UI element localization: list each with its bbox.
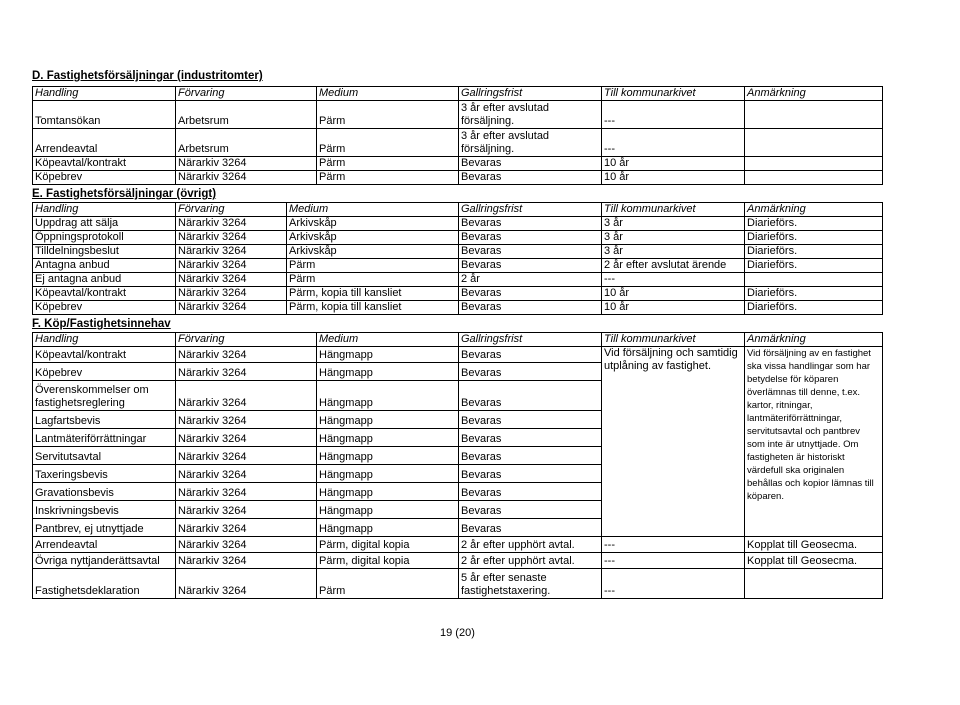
- cell-gallringsfrist: Bevaras: [459, 347, 602, 363]
- section-e-table: [32, 202, 883, 315]
- page-number: 19 (20): [440, 627, 475, 639]
- cell-handling: Servitutsavtal: [33, 447, 176, 465]
- header-handling: Handling: [33, 87, 176, 101]
- cell-forvaring: Närarkiv 3264: [176, 245, 287, 259]
- header-handling: Handling: [33, 333, 176, 347]
- cell-medium: Hängmapp: [317, 411, 459, 429]
- cell-medium: Arkivskåp: [287, 231, 459, 245]
- cell-handling: Antagna anbud: [33, 259, 176, 273]
- cell-medium: Hängmapp: [317, 381, 459, 411]
- cell-handling: Köpeavtal/kontrakt: [33, 347, 176, 363]
- cell-handling: Gravationsbevis: [33, 483, 176, 501]
- table-row: [33, 129, 883, 157]
- cell-gallringsfrist: 2 år efter upphört avtal.: [459, 537, 602, 553]
- section-e-title: E. Fastighetsförsäljningar (övrigt): [32, 188, 217, 200]
- cell-forvaring: Närarkiv 3264: [176, 553, 317, 569]
- cell-handling: Köpebrev: [33, 171, 176, 185]
- cell-medium: Pärm: [317, 129, 459, 157]
- header-kommunarkivet: Till kommunarkivet: [602, 203, 745, 217]
- header-gallringsfrist: Gallringsfrist: [459, 203, 602, 217]
- merged-anmarkning-note: Vid försäljning av en fastighet ska vissa handlingar som har betydelse för köparen överlämnas till denne, t.ex. kartor, ritningar, lantmäteriförrättningar, servitutsavtal och pantbrev som inte är utnyttjade. Om fastigheten är historiskt värdefull ska originalen behållas och kopior lämnas till köparen.: [745, 347, 883, 537]
- cell-anmarkning: [745, 157, 883, 171]
- cell-kommunarkivet: ---: [602, 569, 745, 599]
- cell-forvaring: Närarkiv 3264: [176, 259, 287, 273]
- cell-gallringsfrist: 2 år efter upphört avtal.: [459, 553, 602, 569]
- merged-kommunarkivet-note: Vid försäljning och samtidig utplåning av fastighet.: [602, 347, 745, 537]
- cell-handling: Köpeavtal/kontrakt: [33, 287, 176, 301]
- cell-gallringsfrist: Bevaras: [459, 483, 602, 501]
- cell-anmarkning: [745, 129, 883, 157]
- cell-forvaring: Närarkiv 3264: [176, 501, 317, 519]
- cell-gallringsfrist: Bevaras: [459, 231, 602, 245]
- section-d-table: [32, 86, 883, 185]
- cell-medium: Arkivskåp: [287, 245, 459, 259]
- cell-anmarkning: Diarieförs.: [745, 287, 883, 301]
- header-medium: Medium: [317, 333, 459, 347]
- cell-handling: Lantmäteriförrättningar: [33, 429, 176, 447]
- cell-medium: Pärm: [287, 273, 459, 287]
- cell-medium: Hängmapp: [317, 465, 459, 483]
- cell-gallringsfrist: Bevaras: [459, 411, 602, 429]
- cell-gallringsfrist: Bevaras: [459, 363, 602, 381]
- cell-anmarkning: Diarieförs.: [745, 245, 883, 259]
- header-anmarkning: Anmärkning: [745, 203, 883, 217]
- cell-kommunarkivet: 3 år: [602, 217, 745, 231]
- cell-anmarkning: Diarieförs.: [745, 231, 883, 245]
- table-row: [33, 231, 883, 245]
- header-gallringsfrist: Gallringsfrist: [459, 333, 602, 347]
- table-row: [33, 171, 883, 185]
- table-row: [33, 245, 883, 259]
- table-row: [33, 553, 883, 569]
- cell-kommunarkivet: 10 år: [602, 287, 745, 301]
- cell-forvaring: Arbetsrum: [176, 129, 317, 157]
- header-gallringsfrist: Gallringsfrist: [459, 87, 602, 101]
- cell-forvaring: Närarkiv 3264: [176, 273, 287, 287]
- cell-handling: Öppningsprotokoll: [33, 231, 176, 245]
- cell-forvaring: Närarkiv 3264: [176, 429, 317, 447]
- cell-medium: Pärm: [287, 259, 459, 273]
- cell-gallringsfrist: Bevaras: [459, 381, 602, 411]
- table-row: [33, 259, 883, 273]
- cell-anmarkning: [745, 171, 883, 185]
- cell-forvaring: Närarkiv 3264: [176, 483, 317, 501]
- cell-medium: Hängmapp: [317, 447, 459, 465]
- table-row: [33, 287, 883, 301]
- table-header-row: [33, 203, 883, 217]
- cell-gallringsfrist: Bevaras: [459, 519, 602, 537]
- cell-handling: Ej antagna anbud: [33, 273, 176, 287]
- cell-gallringsfrist: 2 år: [459, 273, 602, 287]
- table-row: [33, 217, 883, 231]
- cell-gallringsfrist: Bevaras: [459, 287, 602, 301]
- table-row: [33, 347, 883, 363]
- cell-kommunarkivet: 10 år: [602, 171, 745, 185]
- cell-handling: Taxeringsbevis: [33, 465, 176, 483]
- cell-anmarkning: Kopplat till Geosecma.: [745, 537, 883, 553]
- header-forvaring: Förvaring: [176, 203, 287, 217]
- cell-medium: Hängmapp: [317, 429, 459, 447]
- cell-gallringsfrist: Bevaras: [459, 171, 602, 185]
- cell-medium: Hängmapp: [317, 501, 459, 519]
- header-medium: Medium: [317, 87, 459, 101]
- cell-gallringsfrist: Bevaras: [459, 429, 602, 447]
- cell-gallringsfrist: Bevaras: [459, 157, 602, 171]
- cell-medium: Arkivskåp: [287, 217, 459, 231]
- table-row: [33, 157, 883, 171]
- cell-medium: Pärm, kopia till kansliet: [287, 287, 459, 301]
- cell-handling: Pantbrev, ej utnyttjade: [33, 519, 176, 537]
- header-kommunarkivet: Till kommunarkivet: [602, 87, 745, 101]
- cell-forvaring: Närarkiv 3264: [176, 301, 287, 315]
- cell-anmarkning: Diarieförs.: [745, 301, 883, 315]
- header-anmarkning: Anmärkning: [745, 333, 883, 347]
- cell-forvaring: Närarkiv 3264: [176, 231, 287, 245]
- cell-gallringsfrist: 3 år efter avslutad försäljning.: [459, 129, 602, 157]
- section-d-title: D. Fastighetsförsäljningar (industritomter): [32, 70, 263, 82]
- table-row: [33, 273, 883, 287]
- cell-gallringsfrist: Bevaras: [459, 501, 602, 519]
- cell-kommunarkivet: ---: [602, 537, 745, 553]
- cell-handling: Tilldelningsbeslut: [33, 245, 176, 259]
- cell-anmarkning: [745, 101, 883, 129]
- cell-handling: Köpeavtal/kontrakt: [33, 157, 176, 171]
- cell-forvaring: Arbetsrum: [176, 101, 317, 129]
- cell-anmarkning: [745, 273, 883, 287]
- table-row: [33, 569, 883, 599]
- cell-forvaring: Närarkiv 3264: [176, 171, 317, 185]
- cell-forvaring: Närarkiv 3264: [176, 363, 317, 381]
- cell-handling: Överenskommelser om fastighetsreglering: [33, 381, 176, 411]
- table-row: [33, 301, 883, 315]
- cell-medium: Pärm, digital kopia: [317, 553, 459, 569]
- cell-gallringsfrist: Bevaras: [459, 259, 602, 273]
- cell-medium: Hängmapp: [317, 363, 459, 381]
- cell-kommunarkivet: ---: [602, 273, 745, 287]
- cell-kommunarkivet: ---: [602, 101, 745, 129]
- cell-gallringsfrist: 3 år efter avslutad försäljning.: [459, 101, 602, 129]
- cell-handling: Arrendeavtal: [33, 129, 176, 157]
- cell-medium: Pärm, digital kopia: [317, 537, 459, 553]
- cell-forvaring: Närarkiv 3264: [176, 287, 287, 301]
- cell-handling: Köpebrev: [33, 363, 176, 381]
- cell-medium: Hängmapp: [317, 519, 459, 537]
- cell-anmarkning: [745, 569, 883, 599]
- cell-forvaring: Närarkiv 3264: [176, 411, 317, 429]
- cell-forvaring: Närarkiv 3264: [176, 537, 317, 553]
- cell-medium: Pärm: [317, 569, 459, 599]
- cell-medium: Pärm: [317, 101, 459, 129]
- section-f-title: F. Köp/Fastighetsinnehav: [32, 318, 171, 330]
- cell-forvaring: Närarkiv 3264: [176, 157, 317, 171]
- header-forvaring: Förvaring: [176, 333, 317, 347]
- cell-gallringsfrist: Bevaras: [459, 447, 602, 465]
- table-row: [33, 537, 883, 553]
- cell-medium: Hängmapp: [317, 347, 459, 363]
- cell-medium: Pärm, kopia till kansliet: [287, 301, 459, 315]
- cell-kommunarkivet: 3 år: [602, 245, 745, 259]
- cell-forvaring: Närarkiv 3264: [176, 347, 317, 363]
- cell-anmarkning: Diarieförs.: [745, 259, 883, 273]
- cell-medium: Pärm: [317, 171, 459, 185]
- cell-forvaring: Närarkiv 3264: [176, 465, 317, 483]
- cell-gallringsfrist: Bevaras: [459, 465, 602, 483]
- cell-anmarkning: Diarieförs.: [745, 217, 883, 231]
- cell-handling: Inskrivningsbevis: [33, 501, 176, 519]
- cell-kommunarkivet: 3 år: [602, 231, 745, 245]
- cell-handling: Fastighetsdeklaration: [33, 569, 176, 599]
- cell-kommunarkivet: 2 år efter avslutat ärende: [602, 259, 745, 273]
- cell-handling: Uppdrag att sälja: [33, 217, 176, 231]
- cell-medium: Hängmapp: [317, 483, 459, 501]
- cell-kommunarkivet: 10 år: [602, 157, 745, 171]
- cell-gallringsfrist: Bevaras: [459, 301, 602, 315]
- cell-anmarkning: Kopplat till Geosecma.: [745, 553, 883, 569]
- header-forvaring: Förvaring: [176, 87, 317, 101]
- table-row: [33, 101, 883, 129]
- header-anmarkning: Anmärkning: [745, 87, 883, 101]
- cell-forvaring: Närarkiv 3264: [176, 519, 317, 537]
- cell-forvaring: Närarkiv 3264: [176, 217, 287, 231]
- table-header-row: [33, 333, 883, 347]
- header-medium: Medium: [287, 203, 459, 217]
- table-header-row: [33, 87, 883, 101]
- cell-gallringsfrist: 5 år efter senaste fastighetstaxering.: [459, 569, 602, 599]
- cell-handling: Övriga nyttjanderättsavtal: [33, 553, 176, 569]
- cell-handling: Tomtansökan: [33, 101, 176, 129]
- cell-handling: Arrendeavtal: [33, 537, 176, 553]
- section-f-table: [32, 332, 883, 599]
- cell-forvaring: Närarkiv 3264: [176, 381, 317, 411]
- cell-forvaring: Närarkiv 3264: [176, 447, 317, 465]
- cell-forvaring: Närarkiv 3264: [176, 569, 317, 599]
- cell-medium: Pärm: [317, 157, 459, 171]
- cell-gallringsfrist: Bevaras: [459, 217, 602, 231]
- cell-handling: Köpebrev: [33, 301, 176, 315]
- cell-kommunarkivet: ---: [602, 129, 745, 157]
- cell-gallringsfrist: Bevaras: [459, 245, 602, 259]
- cell-handling: Lagfartsbevis: [33, 411, 176, 429]
- cell-kommunarkivet: ---: [602, 553, 745, 569]
- cell-kommunarkivet: 10 år: [602, 301, 745, 315]
- header-handling: Handling: [33, 203, 176, 217]
- header-kommunarkivet: Till kommunarkivet: [602, 333, 745, 347]
